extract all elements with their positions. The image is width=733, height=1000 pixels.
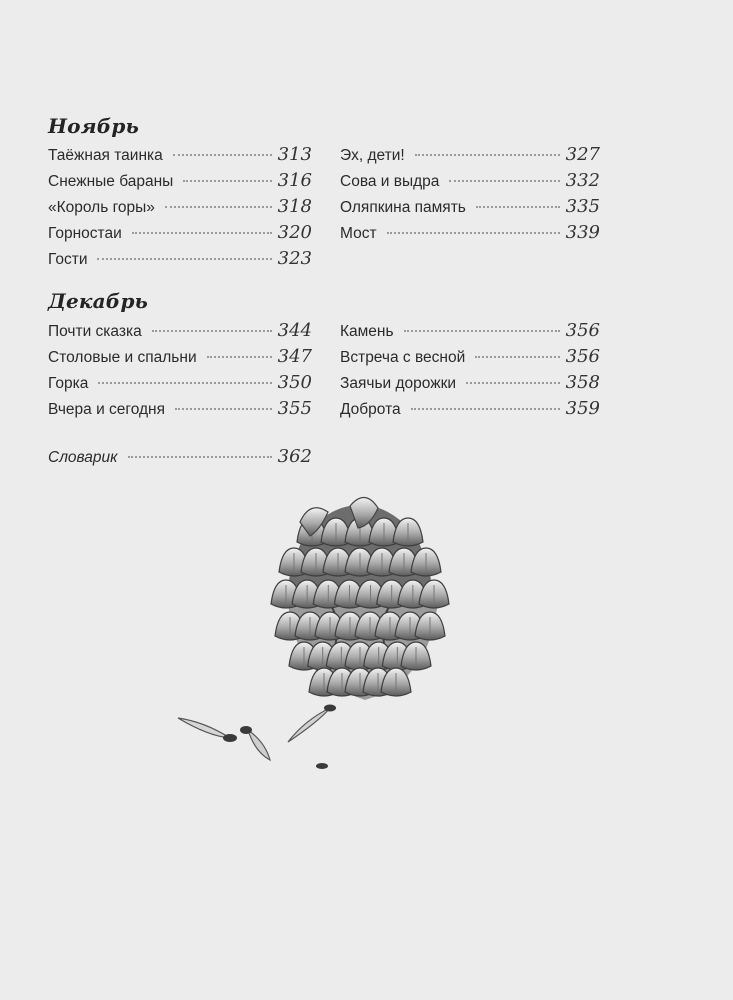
entry-title: Словарик (48, 449, 118, 466)
toc-entry (48, 246, 312, 272)
toc-entry (48, 396, 312, 422)
page-number: 355 (277, 398, 312, 419)
entry-title: Горка (48, 375, 89, 392)
section-heading-november: Ноябрь (48, 114, 139, 138)
page-number: 316 (277, 170, 312, 191)
entry-title: Снежные бараны (48, 173, 174, 190)
toc-entry (48, 142, 312, 168)
page-number: 318 (277, 196, 312, 217)
dot-leader (387, 232, 560, 234)
dot-leader (152, 330, 272, 332)
toc-entry (340, 220, 600, 246)
entry-title: Горностаи (48, 225, 122, 242)
toc-entry (48, 344, 312, 370)
toc-entry (340, 370, 600, 396)
section-heading-december: Декабрь (48, 289, 149, 313)
entry-title: Таёжная таинка (48, 147, 163, 164)
page-number: 332 (565, 170, 600, 191)
dot-leader (415, 154, 560, 156)
entry-title: Мост (340, 225, 377, 242)
entry-title: Эх, дети! (340, 147, 405, 164)
entry-title: Камень (340, 323, 394, 340)
page-number: 350 (277, 372, 312, 393)
toc-entry (340, 168, 600, 194)
page-number: 313 (277, 144, 312, 165)
page-number: 356 (565, 320, 600, 341)
page-number: 347 (277, 346, 312, 367)
page-number: 359 (565, 398, 600, 419)
toc-entry (340, 142, 600, 168)
entry-title: Вчера и сегодня (48, 401, 165, 418)
dot-leader (97, 258, 271, 260)
entry-title: Доброта (340, 401, 401, 418)
pine-cone-icon (160, 490, 520, 780)
page-number: 327 (565, 144, 600, 165)
dot-leader (411, 408, 560, 410)
dot-leader (404, 330, 560, 332)
entry-title: «Король горы» (48, 199, 155, 216)
dot-leader (132, 232, 272, 234)
dot-leader (476, 206, 560, 208)
dot-leader (207, 356, 272, 358)
toc-entry (48, 168, 312, 194)
toc-entry (48, 318, 312, 344)
page-number: 344 (277, 320, 312, 341)
page-number: 323 (277, 248, 312, 269)
dot-leader (128, 456, 272, 458)
toc-entry-glossary (48, 444, 312, 470)
page-number: 339 (565, 222, 600, 243)
dot-leader (183, 180, 271, 182)
entry-title: Заячьи дорожки (340, 375, 457, 392)
dot-leader (165, 206, 272, 208)
entry-title: Встреча с весной (340, 349, 466, 366)
pine-seeds (178, 705, 336, 770)
page-number: 320 (277, 222, 312, 243)
dot-leader (175, 408, 272, 410)
page-number: 358 (565, 372, 600, 393)
entry-title: Столовые и спальни (48, 349, 197, 366)
page-number: 362 (277, 446, 312, 467)
toc-entry (340, 344, 600, 370)
entry-title: Оляпкина память (340, 199, 466, 216)
page-number: 356 (565, 346, 600, 367)
dot-leader (466, 382, 560, 384)
entry-title: Почти сказка (48, 323, 142, 340)
dot-leader (475, 356, 559, 358)
toc-entry (340, 396, 600, 422)
toc-entry (340, 318, 600, 344)
dot-leader (98, 382, 271, 384)
entry-title: Гости (48, 251, 88, 268)
entry-title: Сова и выдра (340, 173, 440, 190)
page-number: 335 (565, 196, 600, 217)
toc-entry (48, 220, 312, 246)
toc-entry (340, 194, 600, 220)
dot-leader (173, 154, 272, 156)
dot-leader (449, 180, 559, 182)
toc-entry (48, 194, 312, 220)
toc-entry (48, 370, 312, 396)
